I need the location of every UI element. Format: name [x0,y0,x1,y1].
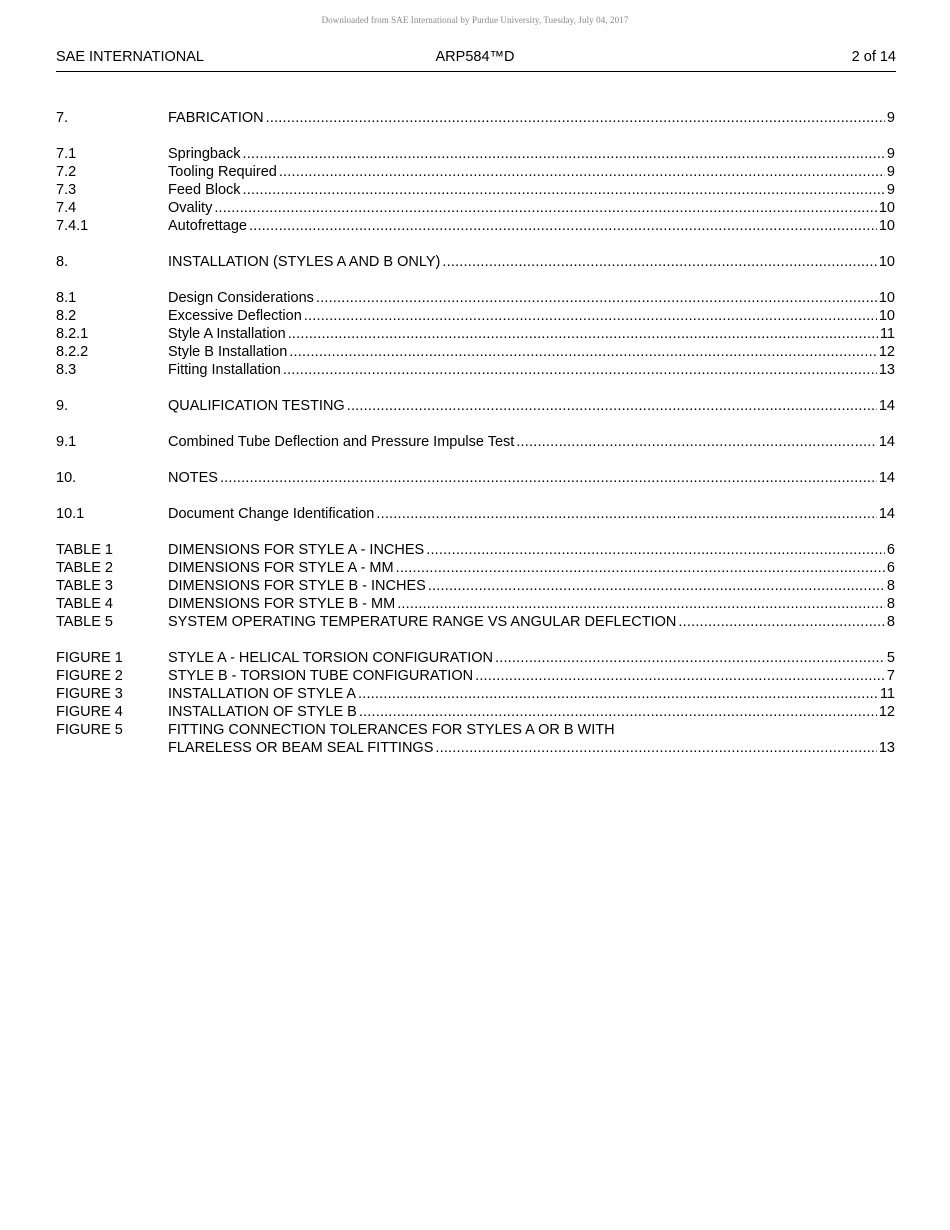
header-document-number: ARP584™D [435,49,515,65]
toc-group [56,649,896,757]
toc-entry-number: 7.3 [56,182,77,198]
dot-leader [358,685,878,703]
toc-entry-line [168,505,895,523]
dot-leader [396,559,885,577]
dot-leader [279,163,885,181]
toc-entry[interactable] [56,595,896,613]
toc-entry-title: Excessive Deflection [168,308,302,324]
toc-entry[interactable] [56,109,896,127]
dot-leader [283,361,877,379]
toc-entry-page: 14 [878,470,895,486]
toc-entry-line [168,181,895,199]
toc-entry-page: 10 [878,308,895,324]
toc-entry-page: 11 [879,326,895,342]
toc-entry-number: 9. [56,398,69,414]
toc-entry-line [168,289,895,307]
toc-entry[interactable] [56,325,896,343]
toc-entry-line [168,253,895,271]
toc-entry-page: 13 [878,362,895,378]
toc-entry-number: 8.1 [56,290,77,306]
download-watermark: Downloaded from SAE International by Purdue University, Tuesday, July 04, 2017 [321,15,629,25]
toc-entry-title: DIMENSIONS FOR STYLE A - MM [168,560,394,576]
toc-entry-number: 10.1 [56,506,85,522]
toc-group [56,469,896,487]
toc-entry-page: 12 [878,344,895,360]
toc-entry[interactable] [56,703,896,721]
toc-entry-number: TABLE 5 [56,614,113,630]
toc-entry-page: 12 [878,704,895,720]
toc-entry-title: Document Change Identification [168,506,375,522]
page-header [56,49,896,72]
dot-leader [376,505,877,523]
dot-leader [678,613,885,631]
toc-entry-title: Autofrettage [168,218,247,234]
toc-entry-page: 8 [886,596,895,612]
toc-entry[interactable] [56,577,896,595]
toc-entry-page: 6 [886,542,895,558]
toc-entry-page: 9 [886,164,895,180]
header-page-number: 2 of 14 [851,49,896,65]
dot-leader [359,703,877,721]
toc-entry[interactable] [56,685,896,703]
toc-entry-number: 8.2 [56,308,77,324]
toc-entry-number: 9.1 [56,434,77,450]
toc-entry[interactable] [56,289,896,307]
toc-entry[interactable] [56,433,896,451]
toc-entry-line [168,703,895,721]
toc-entry-line [168,739,895,757]
toc-entry-title: Tooling Required [168,164,277,180]
dot-leader [220,469,877,487]
toc-entry-title: Feed Block [168,182,241,198]
toc-entry-number: 8.3 [56,362,77,378]
toc-entry-number: TABLE 2 [56,560,113,576]
toc-entry-page: 9 [886,146,895,162]
toc-entry-page: 7 [886,668,895,684]
toc-entry-line [168,613,895,631]
toc-entry-title: DIMENSIONS FOR STYLE B - INCHES [168,578,426,594]
toc-entry-page: 11 [879,686,895,702]
dot-leader [316,289,877,307]
toc-entry[interactable] [56,307,896,325]
toc-entry-title: Design Considerations [168,290,314,306]
toc-entry-page: 8 [886,578,895,594]
toc-entry[interactable] [56,181,896,199]
dot-leader [516,433,877,451]
dot-leader [243,181,885,199]
toc-entry-line [168,469,895,487]
toc-entry-page: 10 [878,290,895,306]
toc-entry-title: FABRICATION [168,110,264,126]
dot-leader [214,199,877,217]
toc-entry[interactable] [56,541,896,559]
toc-entry-line [168,199,895,217]
toc-group [56,289,896,379]
toc-entry-page: 5 [886,650,895,666]
table-of-contents [56,109,896,775]
toc-group [56,145,896,235]
dot-leader [289,343,877,361]
toc-entry-page: 14 [878,398,895,414]
toc-entry[interactable] [56,649,896,667]
toc-entry[interactable] [56,505,896,523]
toc-entry-title: FLARELESS OR BEAM SEAL FITTINGS [168,740,434,756]
toc-entry-title: QUALIFICATION TESTING [168,398,345,414]
dot-leader [266,109,885,127]
toc-entry-line [168,109,895,127]
toc-group [56,109,896,127]
toc-entry-number: TABLE 1 [56,542,113,558]
dot-leader [304,307,877,325]
toc-entry-line [168,361,895,379]
toc-entry-number: TABLE 4 [56,596,113,612]
toc-entry-title: NOTES [168,470,218,486]
toc-entry-page: 8 [886,614,895,630]
toc-entry-title: SYSTEM OPERATING TEMPERATURE RANGE VS ANGULAR DEFLECTION [168,614,677,630]
toc-entry-page: 14 [878,506,895,522]
toc-entry-number: 7.4 [56,200,77,216]
header-publisher: SAE INTERNATIONAL [56,49,204,65]
toc-entry-title: Style B Installation [168,344,288,360]
dot-leader [288,325,878,343]
dot-leader [442,253,877,271]
dot-leader [249,217,877,235]
toc-entry-line [168,577,895,595]
toc-entry[interactable] [56,361,896,379]
toc-entry-line [168,343,895,361]
toc-group [56,505,896,523]
toc-entry-title: DIMENSIONS FOR STYLE A - INCHES [168,542,425,558]
toc-entry-line [168,541,895,559]
toc-entry-line [168,145,895,163]
toc-entry[interactable] [56,667,896,685]
toc-entry-number: FIGURE 1 [56,650,123,666]
dot-leader [495,649,885,667]
toc-entry[interactable] [56,721,896,739]
toc-entry-line [168,667,895,685]
toc-entry[interactable] [56,217,896,235]
toc-entry-page: 13 [878,740,895,756]
toc-entry-page: 10 [878,218,895,234]
toc-entry-title: Combined Tube Deflection and Pressure Impulse Test [168,434,515,450]
toc-entry-title: Style A Installation [168,326,286,342]
toc-entry[interactable] [56,163,896,181]
toc-entry-title: Ovality [168,200,213,216]
toc-entry-line [168,325,895,343]
dot-leader [243,145,885,163]
toc-entry-title: STYLE B - TORSION TUBE CONFIGURATION [168,668,474,684]
toc-entry[interactable] [56,397,896,415]
toc-entry[interactable] [56,739,896,757]
dot-leader [347,397,877,415]
toc-entry-line [168,685,895,703]
toc-entry-number: 7.2 [56,164,77,180]
toc-entry-title: FITTING CONNECTION TOLERANCES FOR STYLES A OR B WITH [168,722,615,738]
toc-entry[interactable] [56,613,896,631]
toc-entry-page: 9 [886,110,895,126]
toc-entry-number: 8. [56,254,69,270]
toc-entry-title: INSTALLATION OF STYLE A [168,686,357,702]
toc-entry-title: INSTALLATION OF STYLE B [168,704,357,720]
toc-entry-number: FIGURE 5 [56,722,123,738]
toc-entry-number: 7.4.1 [56,218,89,234]
toc-entry-line [168,649,895,667]
toc-entry[interactable] [56,199,896,217]
toc-entry-line [168,217,895,235]
toc-entry-line [168,397,895,415]
toc-entry-page: 14 [878,434,895,450]
toc-entry-number: 7.1 [56,146,77,162]
toc-entry[interactable] [56,343,896,361]
toc-entry[interactable] [56,469,896,487]
toc-entry-page: 10 [878,200,895,216]
toc-entry-line [168,433,895,451]
toc-entry-number: 8.2.2 [56,344,89,360]
toc-entry-number: FIGURE 3 [56,686,123,702]
toc-entry-title: DIMENSIONS FOR STYLE B - MM [168,596,396,612]
toc-entry-number: 10. [56,470,77,486]
dot-leader [428,577,885,595]
dot-leader [397,595,885,613]
dot-leader [475,667,885,685]
toc-entry-title: INSTALLATION (STYLES A AND B ONLY) [168,254,441,270]
toc-entry-title: STYLE A - HELICAL TORSION CONFIGURATION [168,650,493,666]
toc-entry-line [168,595,895,613]
toc-entry[interactable] [56,145,896,163]
toc-entry-number: 7. [56,110,69,126]
toc-entry-number: TABLE 3 [56,578,113,594]
toc-entry-line [168,559,895,577]
toc-entry-page: 6 [886,560,895,576]
toc-entry-title: Fitting Installation [168,362,281,378]
toc-entry-number: 8.2.1 [56,326,89,342]
toc-group [56,253,896,271]
toc-entry-line [168,163,895,181]
toc-entry[interactable] [56,253,896,271]
toc-group [56,397,896,415]
toc-entry-line [168,307,895,325]
toc-entry-number: FIGURE 2 [56,668,123,684]
toc-entry[interactable] [56,559,896,577]
dot-leader [426,541,885,559]
toc-entry-number: FIGURE 4 [56,704,123,720]
dot-leader [435,739,876,757]
toc-group [56,541,896,631]
toc-entry-title: Springback [168,146,241,162]
toc-group [56,433,896,451]
toc-entry-page: 9 [886,182,895,198]
toc-entry-page: 10 [878,254,895,270]
